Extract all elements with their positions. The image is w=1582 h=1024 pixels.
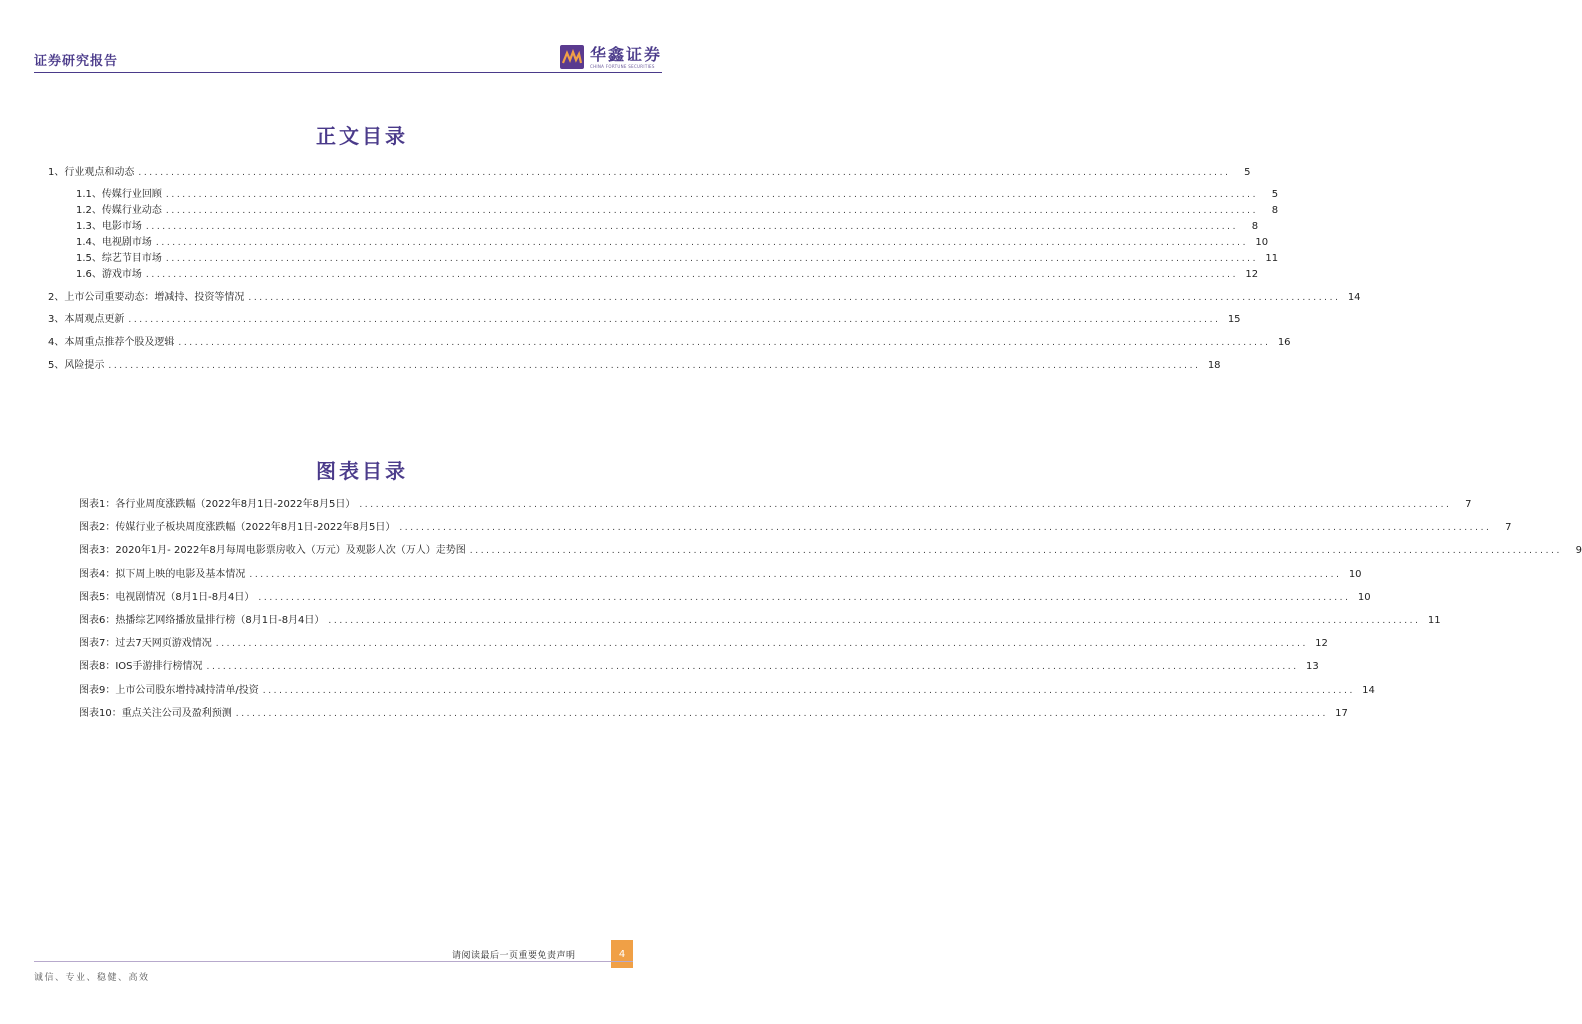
toc-entry-label: 本周重点推荐个股及逻辑	[64, 337, 175, 348]
logo-name: 华鑫证券	[590, 44, 663, 64]
toc-entry-page: 11	[1265, 253, 1279, 264]
toc-entry[interactable]	[48, 356, 1221, 371]
figure-entry-page: 13	[1305, 661, 1319, 673]
toc-entry[interactable]	[76, 185, 1279, 200]
figure-leader-dots: ........................................................................................................................................................................................................	[328, 616, 1421, 626]
figure-entry-label: 图表3：2020年1月- 2022年8月每周电影票房收入（万元）及观影人次（万人）走势图	[79, 545, 466, 557]
toc-entry-number: 1.2、	[76, 205, 102, 216]
toc-entry-label: 传媒行业动态	[101, 205, 162, 216]
figure-entry[interactable]	[79, 611, 1441, 626]
toc-entry-number: 1、	[48, 167, 65, 178]
figure-entry-page: 17	[1335, 707, 1348, 719]
disclaimer-note: 请阅读最后一页重要免责声明	[452, 951, 576, 961]
toc-leader-dots: ........................................................................................................................................................................................................	[165, 206, 1259, 216]
toc-leader-dots: ........................................................................................................................................................................................................	[165, 254, 1259, 264]
figure-entry-page: 9	[1575, 545, 1582, 557]
figure-entry-page: 7	[1505, 522, 1512, 534]
toc-entry[interactable]	[76, 265, 1259, 280]
toc-entry-number: 1.4、	[76, 237, 102, 248]
toc-entry-number: 1.6、	[76, 269, 102, 280]
toc-entry-page: 8	[1271, 205, 1279, 216]
toc-entry-label: 电影市场	[101, 221, 142, 232]
toc-entry-number: 2、	[48, 292, 65, 303]
figure-entry[interactable]	[79, 495, 1472, 510]
toc-leader-dots: ........................................................................................................................................................................................................	[128, 315, 1221, 325]
toc-leader-dots: ........................................................................................................................................................................................................	[138, 168, 1231, 178]
toc-entry-page: 15	[1227, 314, 1241, 325]
figure-entry[interactable]	[79, 588, 1371, 603]
toc-entry[interactable]	[48, 310, 1241, 325]
figure-leader-dots: ........................................................................................................................................................................................................	[206, 662, 1299, 673]
figure-leader-dots: ........................................................................................................................................................................................................	[215, 639, 1308, 650]
figure-entry[interactable]	[79, 657, 1319, 673]
logo-english: CHINA FORTUNE SECURITIES	[590, 63, 655, 69]
toc-entry-page: 12	[1245, 269, 1259, 280]
toc-entry-number: 4、	[48, 337, 65, 348]
figure-leader-dots: ........................................................................................................................................................................................................	[359, 500, 1452, 510]
figure-entry[interactable]	[79, 565, 1362, 580]
toc-entry-page: 10	[1255, 237, 1269, 248]
figure-entry-label: 图表2：传媒行业子板块周度涨跌幅（2022年8月1日-2022年8月5日）	[79, 522, 396, 534]
figure-entry[interactable]	[79, 541, 1582, 557]
toc-entry-label: 行业观点和动态	[64, 167, 135, 178]
figure-leader-dots: ........................................................................................................................................................................................................	[262, 685, 1355, 696]
toc-entry-page: 14	[1347, 292, 1361, 303]
figure-leader-dots: ........................................................................................................................................................................................................	[249, 569, 1342, 580]
toc-entry-label: 传媒行业回顾	[101, 189, 162, 200]
toc-entry-number: 3、	[48, 314, 65, 325]
toc-leader-dots: ........................................................................................................................................................................................................	[165, 190, 1259, 200]
figure-leader-dots: ........................................................................................................................................................................................................	[399, 523, 1492, 534]
toc-entry[interactable]	[76, 233, 1269, 248]
figure-leader-dots: ........................................................................................................................................................................................................	[469, 546, 1562, 557]
toc-entry-label: 电视剧市场	[101, 237, 152, 248]
figure-entry-label: 图表5：电视剧情况（8月1日-8月4日）	[79, 591, 255, 603]
footer-slogan: 诚信、专业、稳健、高效	[34, 973, 150, 983]
footer-divider	[34, 961, 633, 962]
figure-entry-label: 图表10：重点关注公司及盈利预测	[79, 707, 232, 719]
toc-leader-dots: ........................................................................................................................................................................................................	[178, 338, 1271, 348]
toc-leader-dots: ........................................................................................................................................................................................................	[145, 222, 1239, 232]
figure-leader-dots: ........................................................................................................................................................................................................	[235, 708, 1328, 719]
toc-entry-page: 5	[1244, 167, 1251, 178]
toc-entry-label: 风险提示	[64, 360, 105, 371]
logo-mark-icon	[560, 45, 584, 69]
toc-leader-dots: ........................................................................................................................................................................................................	[108, 361, 1201, 371]
figure-entry-label: 图表8：IOS手游排行榜情况	[79, 661, 203, 673]
toc-entry-page: 8	[1251, 221, 1259, 232]
report-label: 证券研究报告	[34, 54, 119, 69]
toc-entry-page: 5	[1271, 189, 1279, 200]
figure-entry[interactable]	[79, 681, 1375, 696]
toc-entry-number: 1.3、	[76, 221, 102, 232]
toc-entry-label: 游戏市场	[101, 269, 142, 280]
figure-entry[interactable]	[79, 518, 1512, 534]
figure-entry-label: 图表6：热播综艺网络播放量排行榜（8月1日-8月4日）	[79, 615, 325, 626]
figure-entry-page: 10	[1357, 591, 1371, 603]
figure-entry-label: 图表1：各行业周度涨跌幅（2022年8月1日-2022年8月5日）	[79, 499, 356, 510]
toc-entry[interactable]	[48, 163, 1251, 178]
figure-entry[interactable]	[79, 704, 1348, 719]
toc-leader-dots: ........................................................................................................................................................................................................	[145, 270, 1239, 280]
figure-entry-label: 图表4：拟下周上映的电影及基本情况	[79, 568, 246, 580]
toc-entry-number: 5、	[48, 360, 65, 371]
page-number-badge: 4	[611, 940, 633, 968]
toc-entry-number: 1.1、	[76, 189, 102, 200]
toc-leader-dots: ........................................................................................................................................................................................................	[155, 238, 1249, 248]
header-divider	[34, 72, 662, 73]
figure-entry-page: 10	[1348, 568, 1362, 580]
figure-entry-page: 14	[1362, 684, 1375, 696]
toc-entry[interactable]	[76, 217, 1259, 232]
toc-entry-label: 上市公司重要动态：增减持、投资等情况	[64, 292, 245, 303]
toc-entry-label: 本周观点更新	[64, 314, 125, 325]
toc-entry[interactable]	[48, 288, 1361, 303]
toc-entry-page: 18	[1207, 360, 1221, 371]
toc-title: 正文目录	[316, 124, 408, 148]
toc-entry[interactable]	[76, 201, 1279, 216]
figure-entry-page: 7	[1465, 499, 1472, 510]
toc-entry[interactable]	[48, 333, 1291, 348]
toc-leader-dots: ........................................................................................................................................................................................................	[248, 293, 1341, 303]
toc-entry-number: 1.5、	[76, 253, 102, 264]
figure-entry-label: 图表7：过去7天网页游戏情况	[79, 638, 212, 650]
toc-entry[interactable]	[76, 249, 1279, 264]
toc-entry-page: 16	[1277, 337, 1291, 348]
toc-entry-label: 综艺节目市场	[101, 253, 162, 264]
figure-entry[interactable]	[79, 634, 1328, 650]
figures-title: 图表目录	[316, 459, 408, 483]
logo	[560, 45, 662, 69]
figure-entry-page: 11	[1427, 615, 1441, 626]
figure-entry-page: 12	[1315, 638, 1328, 650]
figure-entry-label: 图表9：上市公司股东增持减持清单/投资	[79, 684, 259, 696]
figure-leader-dots: ........................................................................................................................................................................................................	[258, 592, 1351, 603]
